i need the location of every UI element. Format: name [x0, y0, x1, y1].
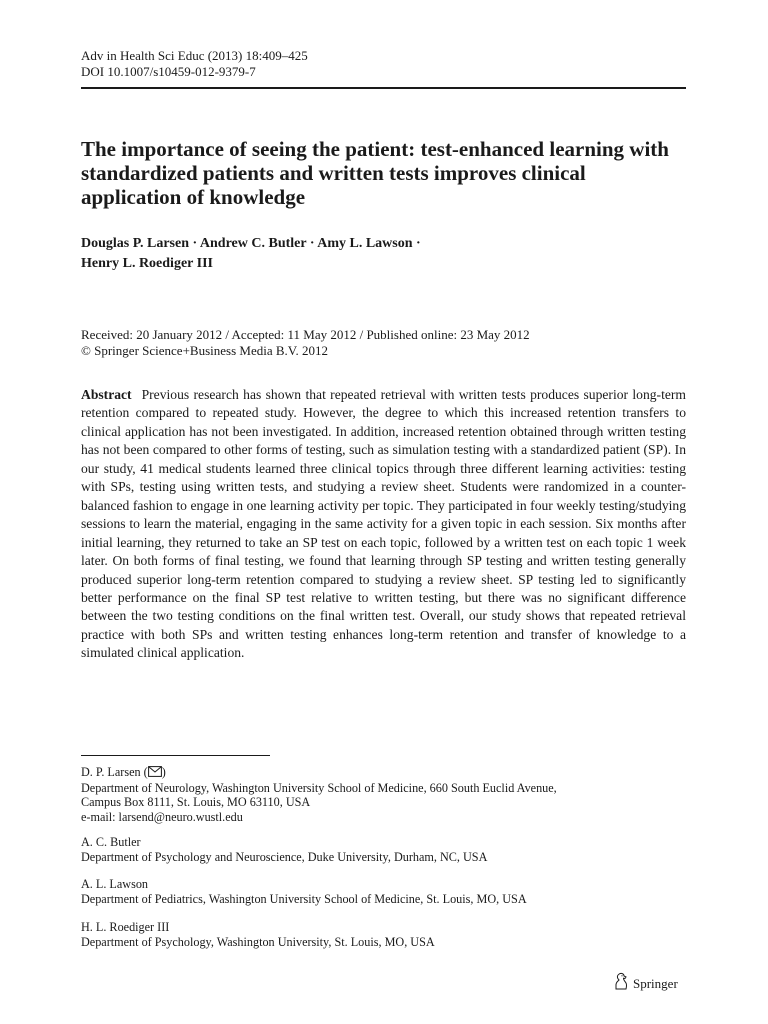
- author-line-1: Douglas P. Larsen · Andrew C. Butler · Amy L. Lawson ·: [81, 236, 421, 251]
- affiliation-dept: Department of Neurology, Washington University School of Medicine, 660 South Euclid Avenue,: [81, 780, 557, 795]
- affiliation-address: Campus Box 8111, St. Louis, MO 63110, USA: [81, 795, 311, 809]
- publisher-name: Springer: [633, 975, 678, 991]
- affiliation-lawson: [81, 877, 721, 906]
- author-email: e-mail: larsend@neuro.wustl.edu: [81, 809, 243, 824]
- footnote-rule: [81, 755, 270, 756]
- affiliation-larsen: [81, 765, 721, 824]
- header-rule: [81, 87, 686, 89]
- affiliation-name: D. P. Larsen ( ): [81, 765, 166, 779]
- affiliation-dept: Department of Psychology, Washington University, St. Louis, MO, USA: [81, 934, 435, 949]
- doi: DOI 10.1007/s10459-012-9379-7: [81, 64, 256, 79]
- copyright-notice: © Springer Science+Business Media B.V. 2012: [81, 343, 328, 358]
- affiliation-butler: [81, 835, 721, 864]
- affiliation-name: A. L. Lawson: [81, 877, 149, 891]
- journal-header: [81, 48, 308, 80]
- author-list: [81, 234, 686, 274]
- author-line-2: Henry L. Roediger III: [81, 256, 213, 271]
- affiliation-name: A. C. Butler: [81, 835, 141, 849]
- abstract-text: Previous research has shown that repeated retrieval with written tests produces superior long-term retention compared to repeated study. However, the degree to which this increased retention transfers to clinical application has not been investigated. In addition, increased retention obtained through written testing has not been compared to other forms of testing, such as simulation testing with a standardized patient (SP). In our study, 41 medical students learned three clinical topics through three different learning activities: testing with SPs, testing using written tests, and studying a review sheet. Students were randomized in a counter-balanced fashion to engage in one learning activity per topic. They participated in four weekly testing/studying sessions to learn the material, engaging in the same activity for a given topic in each session. Six months after initial learning, they returned to take an SP test on each topic, followed by a written test on each topic 1 week later. On both forms of final testing, we found that learning through SP testing and written testing generally produced superior long-term retention compared to studying a review sheet. SP testing led to significantly better performance on the final SP test relative to written testing, but there was no significant difference between the two testing conditions on the final written test. Overall, our study shows that repeated retrieval practice with both SPs and written testing enhances long-term retention and transfer of knowledge to a simulated clinical application.: [81, 387, 686, 661]
- publication-history: [81, 327, 686, 359]
- affiliation-roediger: [81, 920, 721, 949]
- springer-knight-logo: [613, 972, 629, 995]
- envelope-icon: [148, 766, 162, 781]
- abstract: [81, 386, 686, 663]
- journal-citation: Adv in Health Sci Educ (2013) 18:409–425: [81, 48, 308, 63]
- abstract-label: Abstract: [81, 387, 132, 402]
- publisher-mark: [613, 972, 678, 995]
- affiliation-dept: Department of Pediatrics, Washington University School of Medicine, St. Louis, MO, USA: [81, 891, 527, 906]
- history-dates: Received: 20 January 2012 / Accepted: 11 May 2012 / Published online: 23 May 2012: [81, 327, 530, 342]
- paper-title: The importance of seeing the patient: test-enhanced learning with standardized patients and written tests improves clinical application of knowledge: [81, 137, 669, 209]
- affiliation-name: H. L. Roediger III: [81, 920, 170, 934]
- affiliation-dept: Department of Psychology and Neuroscience, Duke University, Durham, NC, USA: [81, 849, 488, 864]
